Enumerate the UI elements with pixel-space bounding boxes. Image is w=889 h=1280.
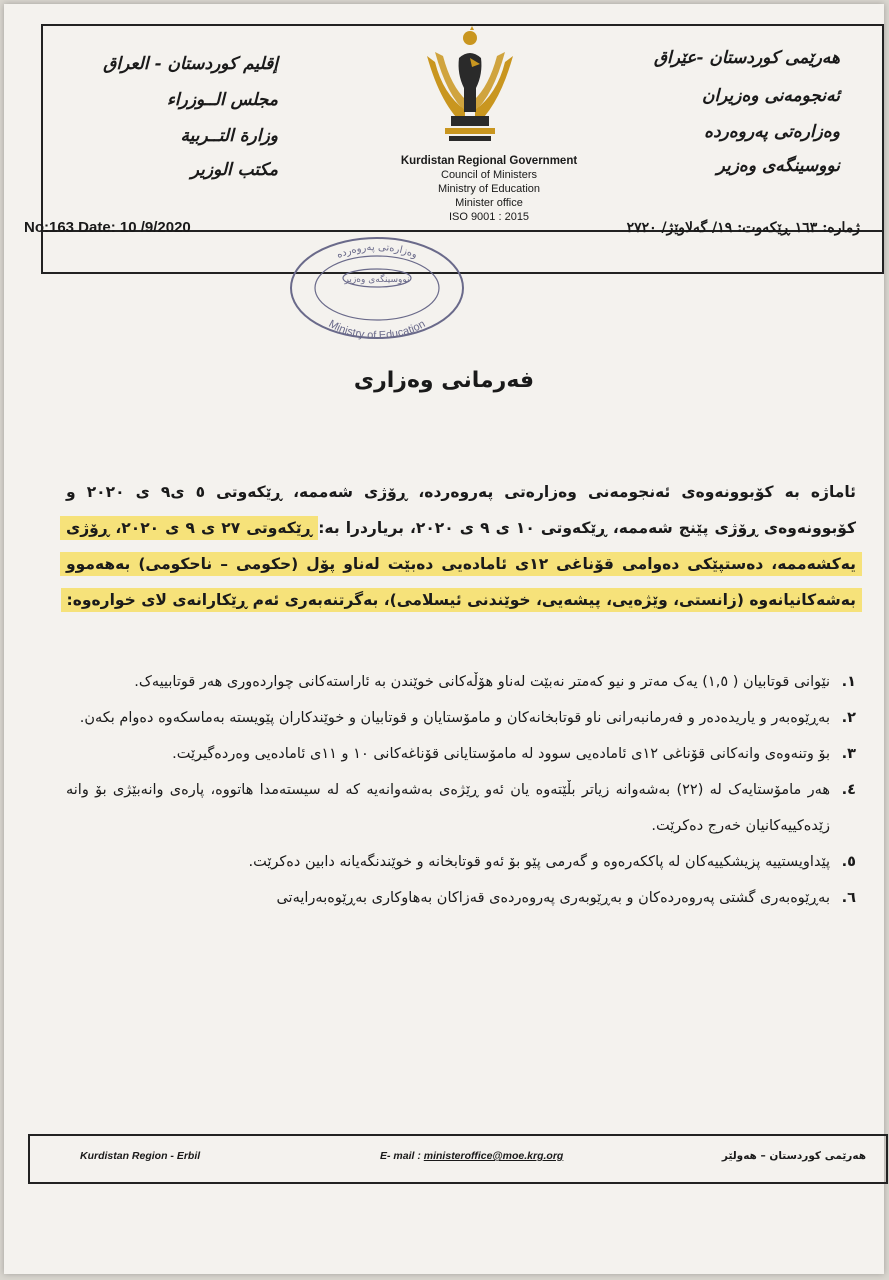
list-item-text: بەڕێوەبەر و یاریدەدەر و فەرمانبەرانی ناو قوتابخانەکان و مامۆستایان و قوتابیان و خوێندکاران پێویستە بەماسکەوە دەوام بکەن. bbox=[79, 710, 830, 726]
footer-email-link[interactable]: ministeroffice@moe.krg.org bbox=[423, 1150, 564, 1162]
header-kurdish-office: نووسینگەی وەزیر bbox=[716, 156, 840, 176]
list-item-text: نێوانی قوتابیان ( ١,٥) یەک مەتر و نیو کەمتر نەبێت لەناو هۆڵەکانی خوێندن بە ئاراستەکانی چواردەوری هەر قوتابییەک. bbox=[134, 674, 830, 690]
stamp-top-text: وەزارەتی پەروەردە bbox=[335, 242, 419, 261]
ministry-stamp-icon bbox=[286, 230, 468, 340]
header-kurdish-region: هەرێمی کوردستان -عێراق bbox=[653, 48, 840, 68]
list-item-number: ٣. bbox=[841, 746, 856, 762]
header-arabic-council: مجلس الــوزراء bbox=[166, 90, 278, 110]
list-item bbox=[66, 700, 856, 736]
ministry-name-en: Ministry of Education bbox=[437, 183, 541, 195]
document-page bbox=[4, 4, 884, 1274]
intro-paragraph: ئاماژە بە کۆبوونەوەی ئەنجومەنی وەزارەتی پەروەردە، ڕۆژی شەممە، ڕێکەوتی ٥ ی٩ ی ٢٠٢٠ و کۆبوونەوەی ڕۆژی پێنج شەممە، ڕێکەوتی ١٠ ی ٩ ی ٢٠٢٠، بریاردرا بە: bbox=[66, 483, 857, 537]
list-item-text: پێداویستییە پزیشکییەکان لە پاککەرەوە و گەرمی پێو بۆ ئەو قوتابخانە و خوێندنگەیانە دابین دەکرێت. bbox=[248, 854, 830, 870]
list-item-text: بۆ وتنەوەی وانەکانی قۆناغی ١٢ی ئامادەیی سوود لە مامۆستایانی قۆناغەکانی ١٠ و ١١ی ئامادەیی وەردەگیرێت. bbox=[172, 746, 830, 762]
stamp-bottom-text: Ministry of Education bbox=[326, 317, 428, 340]
reference-number-date-kurdish: ژمارە: ١٦٣ ڕێکەوت: ١٩/ گەلاوێژ/ ٢٧٢٠ bbox=[626, 220, 860, 236]
council-name-en: Council of Ministers bbox=[441, 169, 537, 181]
header-arabic-ministry: وزارة التــربية bbox=[180, 126, 278, 146]
header-kurdish-ministry: وەزارەتی پەروەردە bbox=[704, 122, 840, 142]
list-item bbox=[66, 880, 856, 916]
header-arabic-region: إقليم كوردستان - العراق bbox=[103, 54, 278, 74]
list-item bbox=[66, 736, 856, 772]
office-name-en: Minister office bbox=[455, 197, 523, 209]
highlighted-decision: ڕێکەوتی ٢٧ ی ٩ ی ٢٠٢٠، ڕۆژی یەکشەممە، دەستپێکی دەوامی قۆناغی ١٢ی ئامادەیی دەبێت لەناو پۆل (حکومی – ناحکومی) بەهەموو بەشەکانیانەوە (زانستی، وێژەیی، پیشەیی، خوێندنی ئیسلامی)، بەگرتنەبەری ئەم ڕێکارانەی لای خوارەوە: bbox=[60, 516, 862, 612]
footer-email bbox=[380, 1150, 563, 1162]
procedures-list bbox=[66, 664, 856, 916]
gov-name-en: Kurdistan Regional Government bbox=[400, 155, 578, 167]
document-title: فەرمانی وەزاری bbox=[353, 368, 535, 393]
list-item-text: بەڕێوەبەری گشتی پەروەردەکان و بەڕێوبەری پەروەردەی قەزاکان بەهاوکاری بەڕێوەبەرایەتی bbox=[276, 890, 830, 906]
footer-location-en: Kurdistan Region - Erbil bbox=[80, 1150, 201, 1162]
footer-email-label: E- mail : bbox=[380, 1150, 421, 1162]
svg-text:وەزارەتی پەروەردە bbox=[335, 242, 419, 261]
stamp-center-text: نووسینگەی وەزیر bbox=[344, 275, 410, 285]
list-item-number: ٤. bbox=[841, 782, 856, 798]
decision-body bbox=[66, 474, 856, 618]
footer-location-ku: هەرێمی کوردستان – هەولێر bbox=[721, 1150, 866, 1162]
list-item-number: ٥. bbox=[841, 854, 856, 870]
header-arabic-office: مكتب الوزير bbox=[190, 160, 278, 180]
reference-number-date: No:163 Date: 10 /9/2020 bbox=[24, 219, 191, 236]
list-item-number: ٢. bbox=[841, 710, 856, 726]
header-kurdish-council: ئەنجومەنی وەزیران bbox=[701, 86, 840, 106]
list-item-number: ١. bbox=[841, 674, 856, 690]
krg-eagle-emblem-icon bbox=[421, 26, 519, 144]
list-item bbox=[66, 664, 856, 700]
list-item-number: ٦. bbox=[841, 890, 856, 906]
list-item bbox=[66, 772, 856, 844]
iso-label: ISO 9001 : 2015 bbox=[448, 211, 530, 223]
list-item bbox=[66, 844, 856, 880]
svg-text:Ministry of Education bbox=[327, 318, 428, 340]
footer-frame bbox=[28, 1134, 888, 1184]
list-item-text: هەر مامۆستایەک لە (٢٢) بەشەوانە زیاتر بڵێتەوە یان ئەو ڕێژەی بەشەوانەیە کە لە سیستەمدا هاتووە، پارەی وانەبێژی بۆ وانە زێدەکییەکانیان خەرج دەکرێت. bbox=[66, 782, 831, 834]
